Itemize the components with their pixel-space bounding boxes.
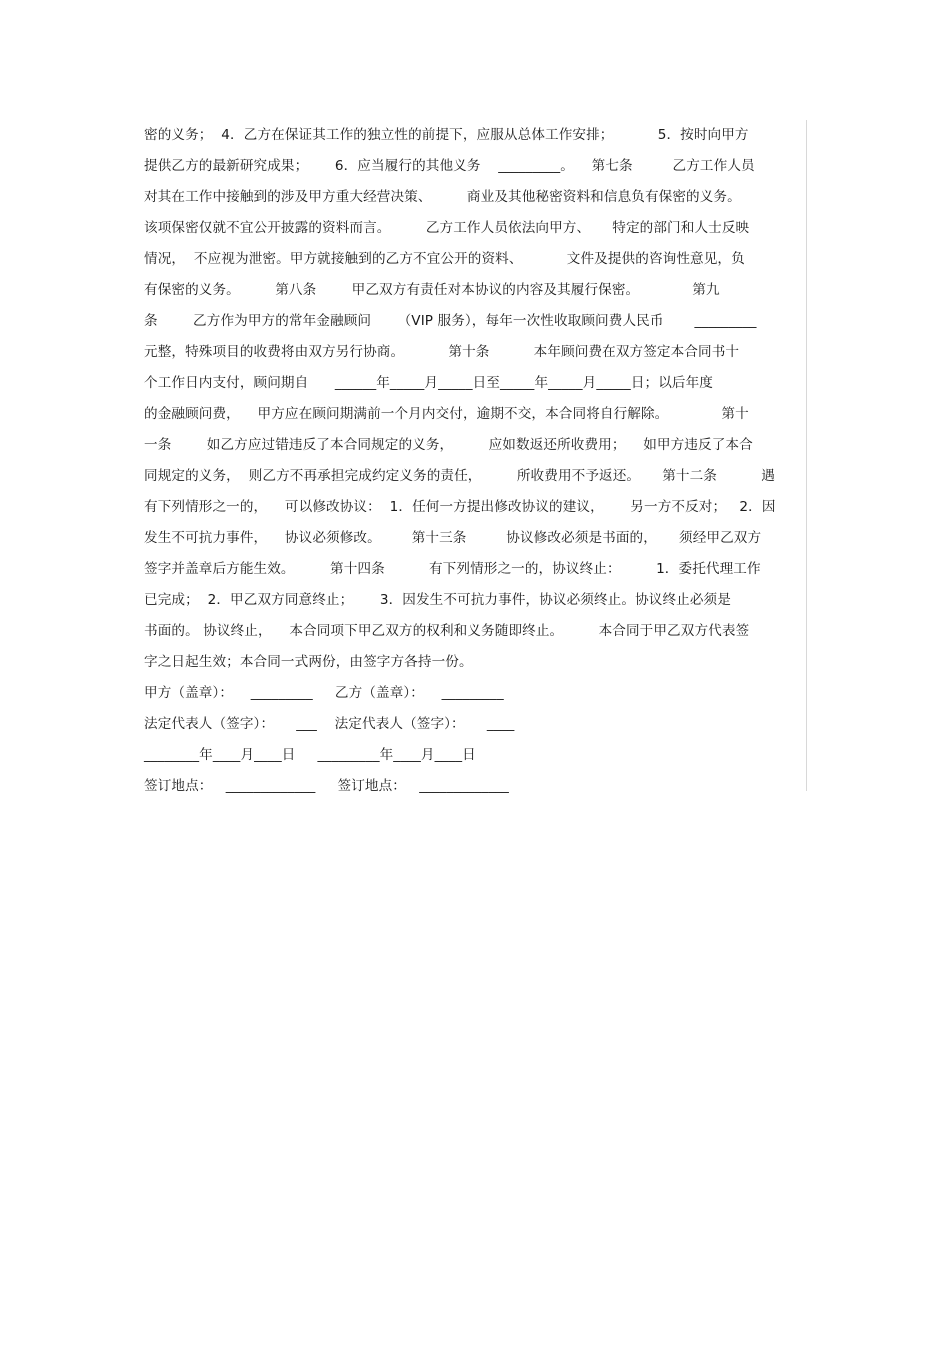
signature-representative-line: 法定代表人（签字）： ___ 法定代表人（签字）： ____	[144, 716, 515, 732]
contract-line: 发生不可抗力事件， 协议必须修改。 第十三条 协议修改必须是书面的， 须经甲乙双方	[144, 530, 762, 546]
contract-line: 的金融顾问费， 甲方应在顾问期满前一个月内交付，逾期不交，本合同将自行解除。 第十	[144, 406, 749, 422]
signature-date-line: ________年____月____日 _________年____月____日	[144, 747, 476, 763]
contract-line: 条 乙方作为甲方的常年金融顾问 （VIP 服务），每年一次性收取顾问费人民币 _________	[144, 313, 757, 329]
contract-text-block	[144, 120, 807, 794]
signature-party-line: 甲方（盖章）： _________ 乙方（盖章）： _________	[144, 685, 504, 701]
contract-line: 已完成； 2．甲乙双方同意终止； 3．因发生不可抗力事件，协议必须终止。协议终止必须是	[144, 592, 731, 608]
contract-line: 情况， 不应视为泄密。甲方就接触到的乙方不宜公开的资料、 文件及提供的咨询性意见，负	[144, 251, 745, 267]
contract-line: 书面的。 协议终止， 本合同项下甲乙双方的权利和义务随即终止。 本合同于甲乙双方代表签	[144, 623, 750, 639]
contract-line: 元整，特殊项目的收费将由双方另行协商。 第十条 本年顾问费在双方签定本合同书十	[144, 344, 740, 360]
contract-line: 签字并盖章后方能生效。 第十四条 有下列情形之一的，协议终止： 1．委托代理工作	[144, 561, 761, 577]
contract-line: 有下列情形之一的， 可以修改协议： 1．任何一方提出修改协议的建议， 另一方不反对； 2．因	[144, 499, 776, 515]
contract-line: 密的义务； 4．乙方在保证其工作的独立性的前提下，应服从总体工作安排； 5．按时向甲方	[144, 127, 749, 143]
contract-line: 提供乙方的最新研究成果； 6．应当履行的其他义务 _________。 第七条 乙方工作人员	[144, 158, 755, 174]
contract-line: 对其在工作中接触到的涉及甲方重大经营决策、 商业及其他秘密资料和信息负有保密的义务。	[144, 189, 741, 205]
contract-line: 一条 如乙方应过错违反了本合同规定的义务， 应如数返还所收费用； 如甲方违反了本合	[144, 437, 753, 453]
contract-line: 字之日起生效；本合同一式两份，由签字方各持一份。	[144, 654, 473, 670]
contract-line: 同规定的义务， 则乙方不再承担完成约定义务的责任， 所收费用不予返还。 第十二条 遇	[144, 468, 775, 484]
contract-line: 个工作日内支付，顾问期自 ______年_____月_____日至_____年_____月_____日；以后年度	[144, 375, 713, 391]
contract-line: 有保密的义务。 第八条 甲乙双方有责任对本协议的内容及其履行保密。 第九	[144, 282, 720, 298]
signature-place-line: 签订地点： _____________ 签订地点： _____________	[144, 778, 509, 794]
contract-line: 该项保密仅就不宜公开披露的资料而言。 乙方工作人员依法向甲方、 特定的部门和人士反映	[144, 220, 750, 236]
